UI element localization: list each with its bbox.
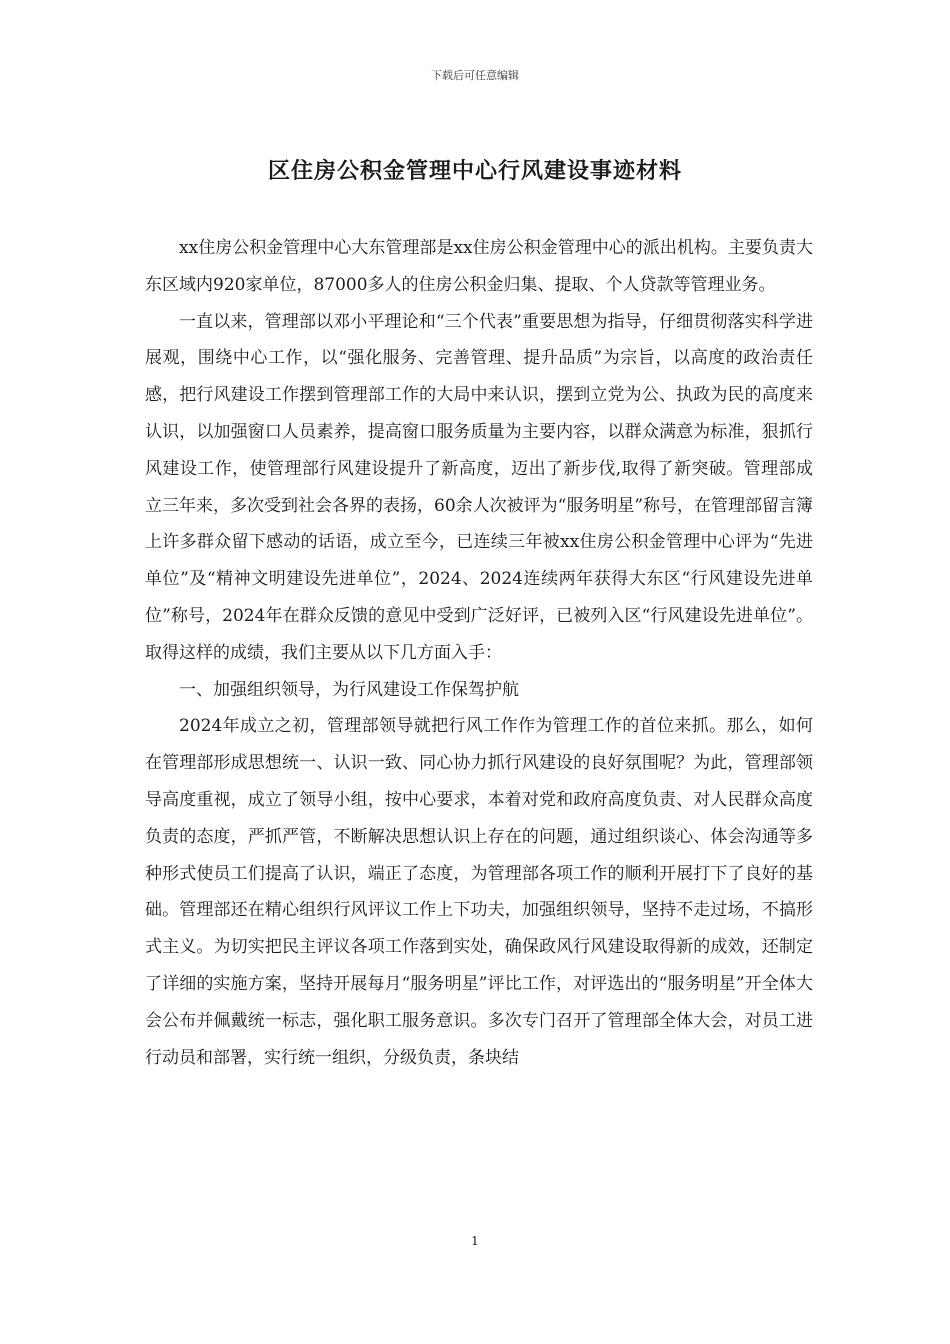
section-heading-1: 一、加强组织领导，为行风建设工作保驾护航 [179,679,519,700]
header-note: 下载后可任意编辑 [431,69,519,82]
document-body [145,230,813,1076]
paragraph-intro: xx住房公积金管理中心大东管理部是xx住房公积金管理中心的派出机构。主要负责大东区域内920家单位，87000多人的住房公积金归集、提取、个人贷款等管理业务。 [145,238,813,295]
paragraph-overview: 一直以来，管理部以邓小平理论和“三个代表”重要思想为指导，仔细贯彻落实科学进展观，围绕中心工作，以“强化服务、完善管理、提升品质”为宗旨，以高度的政治责任感，把行风建设工作摆到管理部工作的大局中来认识，摆到立党为公、执政为民的高度来认识，以加强窗口人员素养，提高窗口服务质量为主要内容，以群众满意为标准，狠抓行风建设工作，使管理部行风建设提升了新高度，迈出了新步伐,取得了新突破。管理部成立三年来，多次受到社会各界的表扬，60余人次被评为“服务明星”称号，在管理部留言簿上许多群众留下感动的话语，成立至今，已连续三年被xx住房公积金管理中心评为“先进单位”及“精神文明建设先进单位”，2024、2024连续两年获得大东区“行风建设先进单位”称号，2024年在群众反馈的意见中受到广泛好评，已被列入区“行风建设先进单位”。取得这样的成绩，我们主要从以下几方面入手： [145,311,814,663]
paragraph-section-1: 2024年成立之初，管理部领导就把行风工作作为管理工作的首位来抓。那么，如何在管理部形成思想统一、认识一致、同心协力抓行风建设的良好氛围呢？为此，管理部领导高度重视，成立了领导小组，按中心要求，本着对党和政府高度负责、对人民群众高度负责的态度，严抓严管，不断解决思想认识上存在的问题，通过组织谈心、体会沟通等多种形式使员工们提高了认识，端正了态度，为管理部各项工作的顺利开展打下了良好的基础。管理部还在精心组织行风评议工作上下功夫，加强组织领导，坚持不走过场，不搞形式主义。为切实把民主评议各项工作落到实处，确保政风行风建设取得新的成效，还制定了详细的实施方案，坚持开展每月“服务明星”评比工作，对评选出的“服务明星”开全体大会公布并佩戴统一标志，强化职工服务意识。多次专门召开了管理部全体大会，对员工进行动员和部署，实行统一组织，分级负责，条块结 [145,716,813,1068]
document-title: 区住房公积金管理中心行风建设事迹材料 [267,158,682,184]
page-number: 1 [471,1234,479,1248]
